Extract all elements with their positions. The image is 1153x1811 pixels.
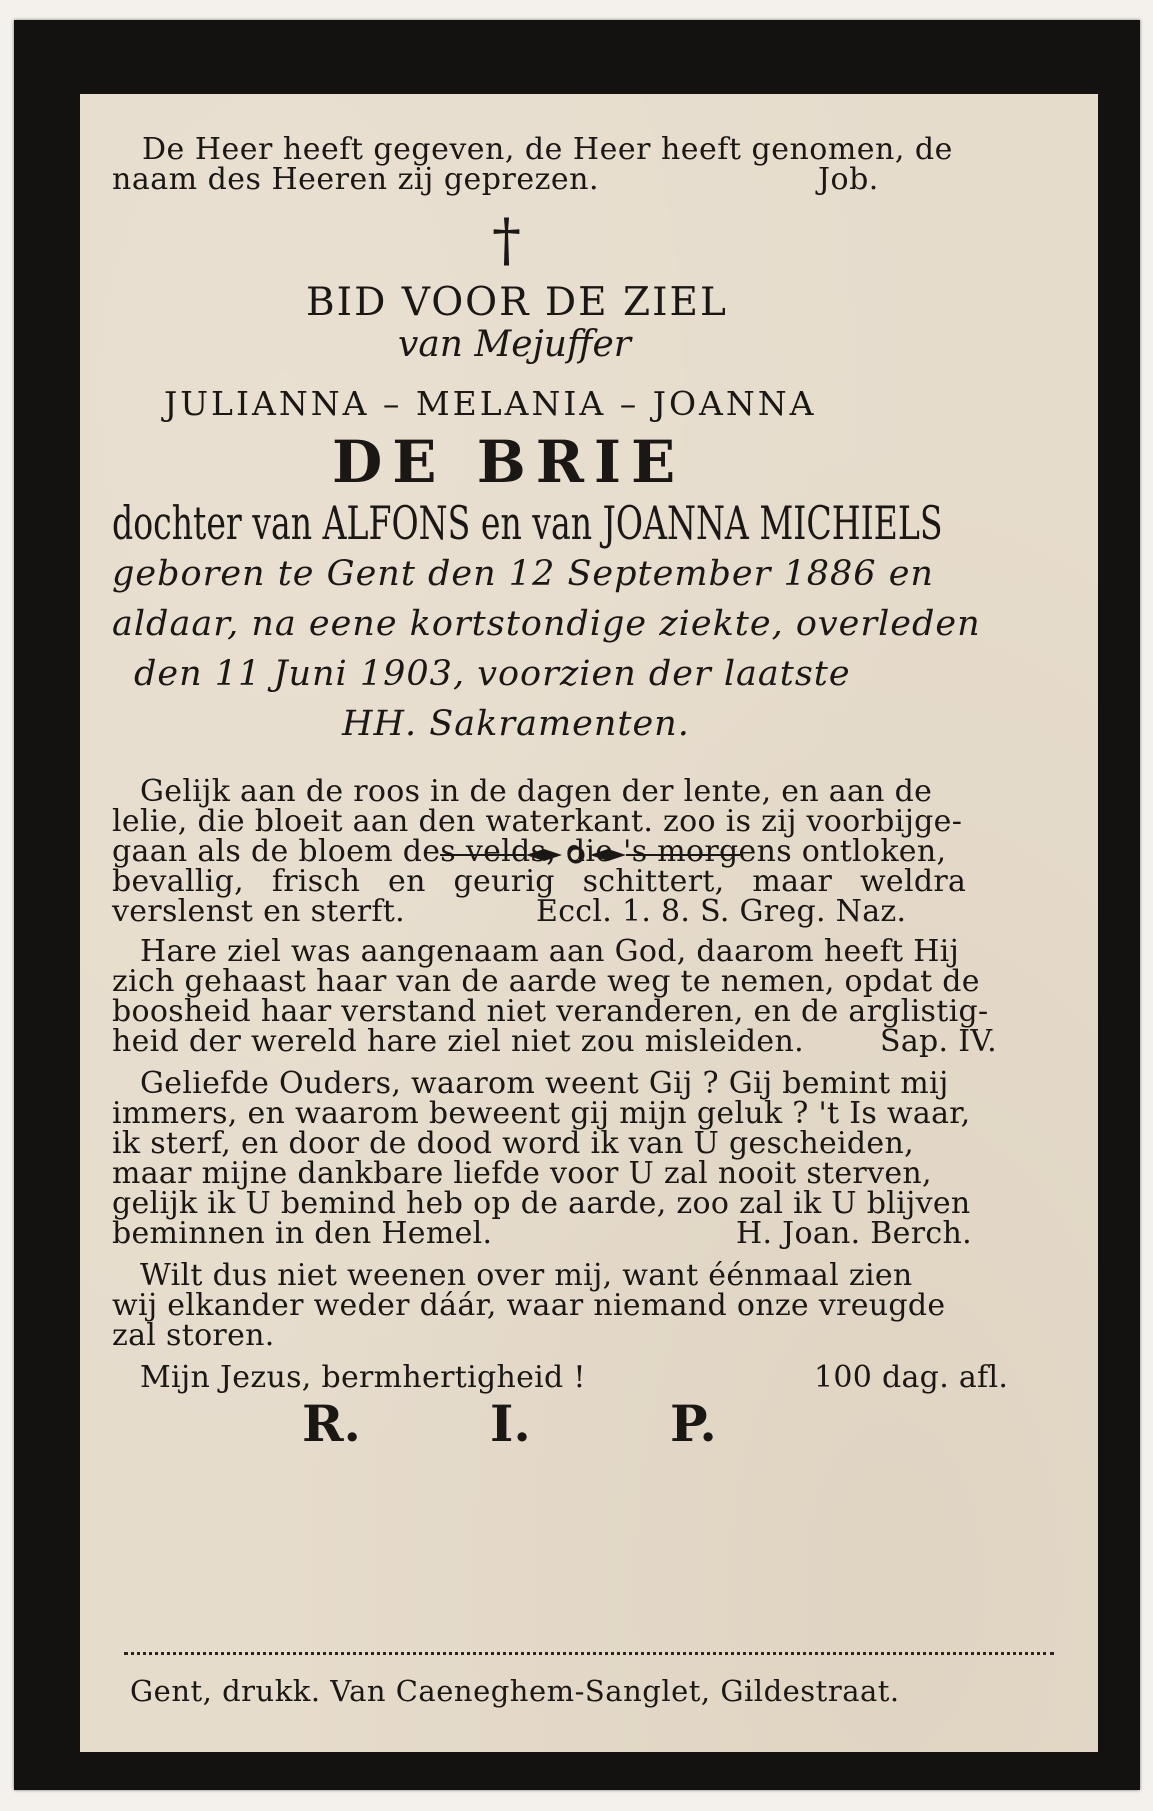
mourning-card-border bbox=[14, 20, 1140, 1790]
heading-bid-voor-de-ziel: BID VOOR DE ZIEL bbox=[306, 280, 728, 325]
paragraph-1-source: Eccl. 1. 8. S. Greg. Naz. bbox=[536, 894, 907, 929]
paragraph-3-line-1: Geliefde Ouders, waarom weent Gij ? Gij bemint mij bbox=[140, 1066, 949, 1101]
paragraph-3-line-3: ik sterf, en door de dood word ik van U gescheiden, bbox=[112, 1126, 914, 1161]
printer-imprint: Gent, drukk. Van Caeneghem-Sanglet, Gildestraat. bbox=[130, 1674, 900, 1708]
paragraph-4-line-1: Wilt dus niet weenen over mij, want éénmaal zien bbox=[140, 1258, 913, 1293]
epigraph-line-2: naam des Heeren zij geprezen. bbox=[112, 162, 599, 197]
rip-letter-i: I. bbox=[490, 1394, 531, 1453]
indulgence-text: 100 dag. afl. bbox=[814, 1360, 1009, 1395]
paragraph-1-line-3: gaan als de bloem des velds, die 's morgens ontloken, bbox=[112, 834, 947, 869]
birth-line-1: geboren te Gent den 12 September 1886 en bbox=[112, 554, 934, 594]
heading-van-mejuffer: van Mejuffer bbox=[398, 324, 631, 365]
paragraph-2-source: Sap. IV. bbox=[880, 1024, 997, 1059]
paragraph-2-line-3: boosheid haar verstand niet veranderen, en de arglistig- bbox=[112, 994, 989, 1029]
paragraph-2-line-4: heid der wereld hare ziel niet zou misleiden. bbox=[112, 1024, 804, 1059]
paragraph-4-line-2: wij elkander weder dáár, waar niemand onze vreugde bbox=[112, 1288, 946, 1323]
birth-line-3: den 11 Juni 1903, voorzien der laatste bbox=[134, 654, 851, 694]
epigraph-line-1: De Heer heeft gegeven, de Heer heeft genomen, de bbox=[142, 132, 953, 167]
paragraph-1-line-2: lelie, die bloeit aan den waterkant. zoo is zij voorbijge- bbox=[112, 804, 963, 839]
paragraph-2-line-1: Hare ziel was aangenaam aan God, daarom heeft Hij bbox=[140, 934, 960, 969]
birth-line-4: HH. Sakramenten. bbox=[342, 704, 690, 744]
paragraph-3-source: H. Joan. Berch. bbox=[736, 1216, 972, 1251]
rip-letter-r: R. bbox=[302, 1394, 361, 1453]
footer-dotted-rule bbox=[124, 1652, 1054, 1655]
paragraph-4-line-3: zal storen. bbox=[112, 1318, 275, 1353]
paragraph-3-line-4: maar mijne dankbare liefde voor U zal nooit sterven, bbox=[112, 1156, 932, 1191]
surname: DE BRIE bbox=[332, 428, 686, 496]
mourning-card bbox=[80, 94, 1098, 1752]
paragraph-1-line-5: verslenst en sterft. bbox=[112, 894, 405, 929]
paragraph-2-line-2: zich gehaast haar van de aarde weg te nemen, opdat de bbox=[112, 964, 980, 999]
paragraph-3-line-6: beminnen in den Hemel. bbox=[112, 1216, 493, 1251]
paragraph-3-line-2: immers, en waarom beweent gij mijn geluk ? 't Is waar, bbox=[112, 1096, 971, 1131]
given-names: JULIANNA – MELANIA – JOANNA bbox=[164, 384, 817, 423]
rip-letter-p: P. bbox=[670, 1394, 717, 1453]
parents-line: dochter van ALFONS en van JOANNA MICHIELS bbox=[112, 496, 943, 550]
paragraph-1-line-4: bevallig, frisch en geurig schittert, maar weldra bbox=[112, 864, 967, 899]
paragraph-1-line-1: Gelijk aan de roos in de dagen der lente, en aan de bbox=[140, 774, 933, 809]
cross-icon: † bbox=[492, 206, 521, 274]
paragraph-3-line-5: gelijk ik U bemind heb op de aarde, zoo zal ik U blijven bbox=[112, 1186, 971, 1221]
birth-line-2: aldaar, na eene kortstondige ziekte, overleden bbox=[112, 604, 981, 644]
epigraph-source: Job. bbox=[818, 162, 879, 197]
prayer-text: Mijn Jezus, bermhertigheid ! bbox=[140, 1360, 586, 1395]
